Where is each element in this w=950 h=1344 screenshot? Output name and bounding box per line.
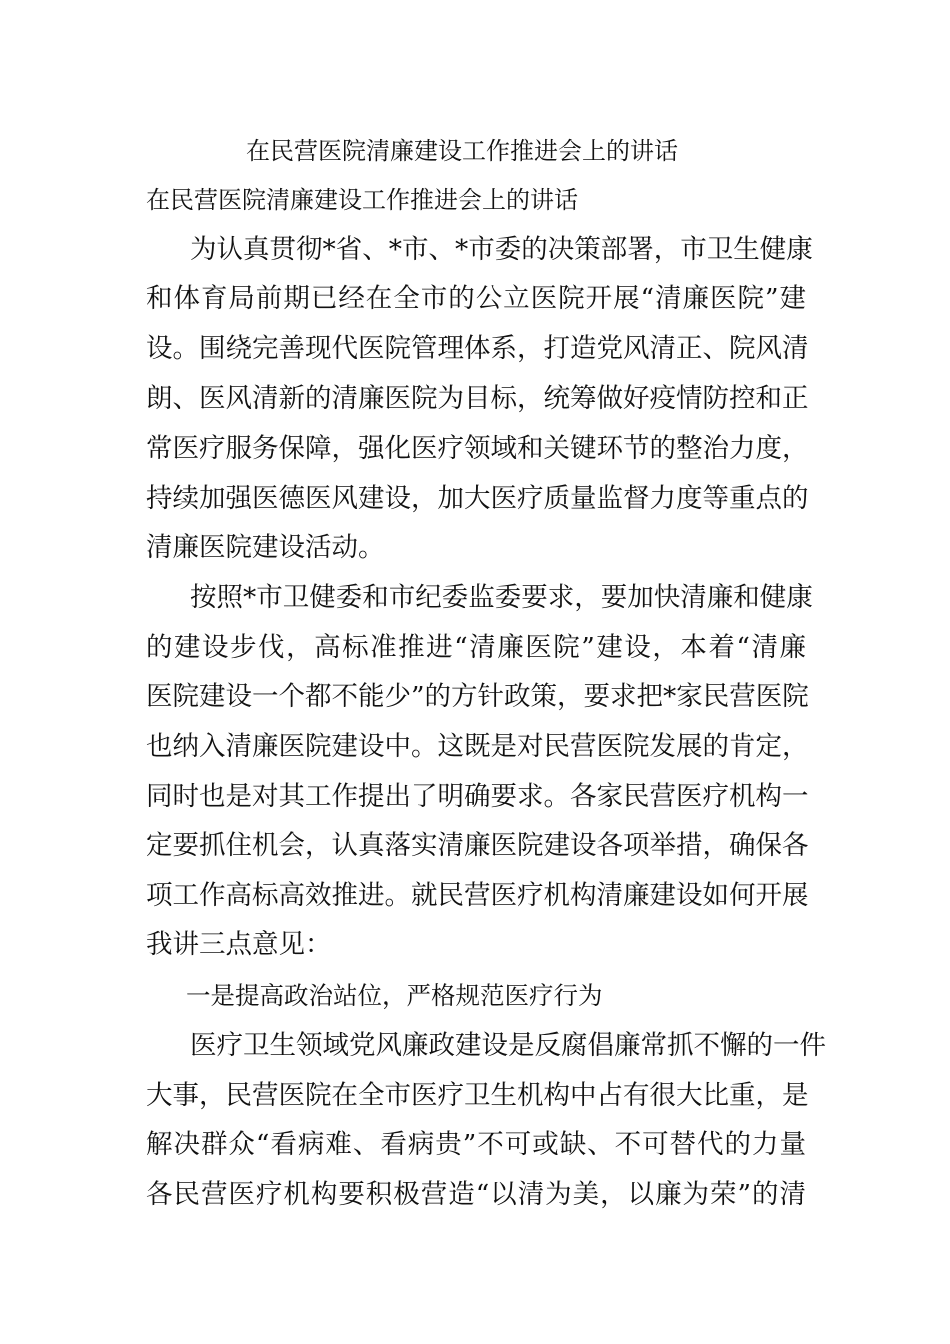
paragraph-3-line-3: 解决群众“看病难、看病贵”不可或缺、不可替代的力量 xyxy=(146,1129,806,1160)
paragraph-2-line-4: 也纳入清廉医院建设中。这既是对民营医院发展的肯定， xyxy=(146,731,809,762)
paragraph-3-line-4: 各民营医疗机构要积极营造“以清为美，以廉为荣”的清 xyxy=(146,1179,806,1210)
paragraph-1-line-2: 和体育局前期已经在全市的公立医院开展“清廉医院”建 xyxy=(146,283,806,314)
paragraph-2-line-7: 项工作高标高效推进。就民营医疗机构清廉建设如何开展 xyxy=(146,880,809,911)
paragraph-1-line-6: 持续加强医德医风建设，加大医疗质量监督力度等重点的 xyxy=(146,483,809,514)
paragraph-1-line-5: 常医疗服务保障，强化医疗领域和关键环节的整治力度， xyxy=(146,433,809,464)
paragraph-1-line-4: 朗、医风清新的清廉医院为目标，统筹做好疫情防控和正 xyxy=(146,383,809,414)
document-subtitle: 在民营医院清廉建设工作推进会上的讲话 xyxy=(146,186,578,214)
paragraph-2-line-5: 同时也是对其工作提出了明确要求。各家民营医疗机构一 xyxy=(146,781,809,812)
paragraph-2-line-2: 的建设步伐，高标准推进“清廉医院”建设，本着“清廉 xyxy=(146,632,806,663)
paragraph-1-line-1: 为认真贯彻*省、*市、*市委的决策部署，市卫生健康 xyxy=(190,234,813,265)
paragraph-2-line-8: 我讲三点意见： xyxy=(146,929,332,960)
paragraph-3-line-2: 大事，民营医院在全市医疗卫生机构中占有很大比重，是 xyxy=(146,1080,809,1111)
paragraph-1-line-3: 设。围绕完善现代医院管理体系，打造党风清正、院风清 xyxy=(146,333,809,364)
paragraph-2-line-1: 按照*市卫健委和市纪委监委要求，要加快清廉和健康 xyxy=(190,582,813,613)
section-1-heading: 一是提高政治站位，严格规范医疗行为 xyxy=(186,981,603,1010)
paragraph-1-line-7: 清廉医院建设活动。 xyxy=(146,532,385,563)
paragraph-2-line-3: 医院建设一个都不能少”的方针政策，要求把*家民营医院 xyxy=(146,681,809,712)
paragraph-3-line-1: 医疗卫生领域党风廉政建设是反腐倡廉常抓不懈的一件 xyxy=(190,1030,826,1061)
paragraph-2-line-6: 定要抓住机会，认真落实清廉医院建设各项举措，确保各 xyxy=(146,830,809,861)
document-title: 在民营医院清廉建设工作推进会上的讲话 xyxy=(246,137,678,165)
